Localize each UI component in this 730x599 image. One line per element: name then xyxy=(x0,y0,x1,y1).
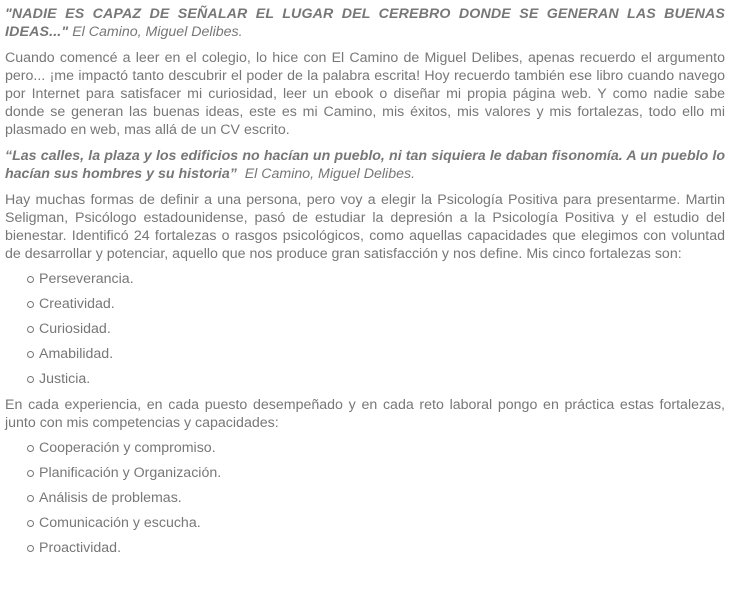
circle-bullet-icon xyxy=(27,376,34,383)
list-item xyxy=(27,367,725,392)
circle-bullet-icon xyxy=(27,276,34,283)
list-item-label: Creatividad. xyxy=(39,296,115,312)
list-item xyxy=(27,267,725,292)
circle-bullet-icon xyxy=(27,351,34,358)
strengths-intro-paragraph: Hay muchas formas de definir a una persona, pero voy a elegir la Psicología Positiva para presentarme. Martin Seligman, Psicólogo estadounidense, pasó de estudiar la depresión a la Psicología Positiva y el estudio del bienestar. Identificó 24 fortalezas o rasgos psicológicos, como aquellas capacidades que elegimos con voluntad de desarrollar y potenciar, aquello que nos produce gran satisfacción y nos define. Mis cinco fortalezas son: xyxy=(5,192,725,262)
list-item-label: Proactividad. xyxy=(39,540,122,556)
list-item-label: Cooperación y compromiso. xyxy=(39,440,216,456)
list-item xyxy=(27,536,725,561)
strengths-list xyxy=(5,267,725,392)
circle-bullet-icon xyxy=(27,470,34,477)
circle-bullet-icon xyxy=(27,520,34,527)
list-item xyxy=(27,461,725,486)
circle-bullet-icon xyxy=(27,545,34,552)
list-item-label: Amabilidad. xyxy=(39,346,114,362)
quote-text: “Las calles, la plaza y los edificios no hacían un pueblo, ni tan siquiera le daban fisonomía. A un pueblo lo hacían sus hombres y su historia” xyxy=(5,148,725,182)
list-item xyxy=(27,436,725,461)
list-item xyxy=(27,317,725,342)
list-item-label: Curiosidad. xyxy=(39,321,111,337)
circle-bullet-icon xyxy=(27,301,34,308)
competencies-intro-paragraph: En cada experiencia, en cada puesto desempeñado y en cada reto laboral pongo en práctica estas fortalezas, junto con mis competencias y capacidades: xyxy=(5,397,725,431)
list-item-label: Planificación y Organización. xyxy=(39,465,222,481)
intro-paragraph: Cuando comencé a leer en el colegio, lo hice con El Camino de Miguel Delibes, apenas recuerdo el argumento pero... ¡me impactó tanto descubrir el poder de la palabra escrita! Hoy recuerdo también ese libro cuando navego por Internet para satisfacer mi curiosidad, leer un ebook o diseñar mi propia página web. Y como nadie sabe donde se generan las buenas ideas, este es mi Camino, mis éxitos, mis valores y mis fortalezas, todo ello mi plasmado en web, mas allá de un CV escrito. xyxy=(5,50,725,138)
circle-bullet-icon xyxy=(27,326,34,333)
list-item-label: Comunicación y escucha. xyxy=(39,515,201,531)
quote-source: El Camino, Miguel Delibes. xyxy=(244,166,416,182)
circle-bullet-icon xyxy=(27,445,34,452)
list-item-label: Justicia. xyxy=(39,371,91,387)
quote-text: "NADIE ES CAPAZ DE SEÑALAR EL LUGAR DEL CEREBRO DONDE SE GENERAN LAS BUENAS IDEAS..." xyxy=(5,6,725,40)
second-quote xyxy=(5,147,725,183)
list-item xyxy=(27,342,725,367)
list-item-label: Perseverancia. xyxy=(39,271,134,287)
list-item xyxy=(27,292,725,317)
quote-source: El Camino, Miguel Delibes. xyxy=(72,24,243,40)
list-item-label: Análisis de problemas. xyxy=(39,490,182,506)
list-item xyxy=(27,511,725,536)
competencies-list xyxy=(5,436,725,561)
list-item xyxy=(27,486,725,511)
circle-bullet-icon xyxy=(27,495,34,502)
opening-quote xyxy=(5,5,725,41)
